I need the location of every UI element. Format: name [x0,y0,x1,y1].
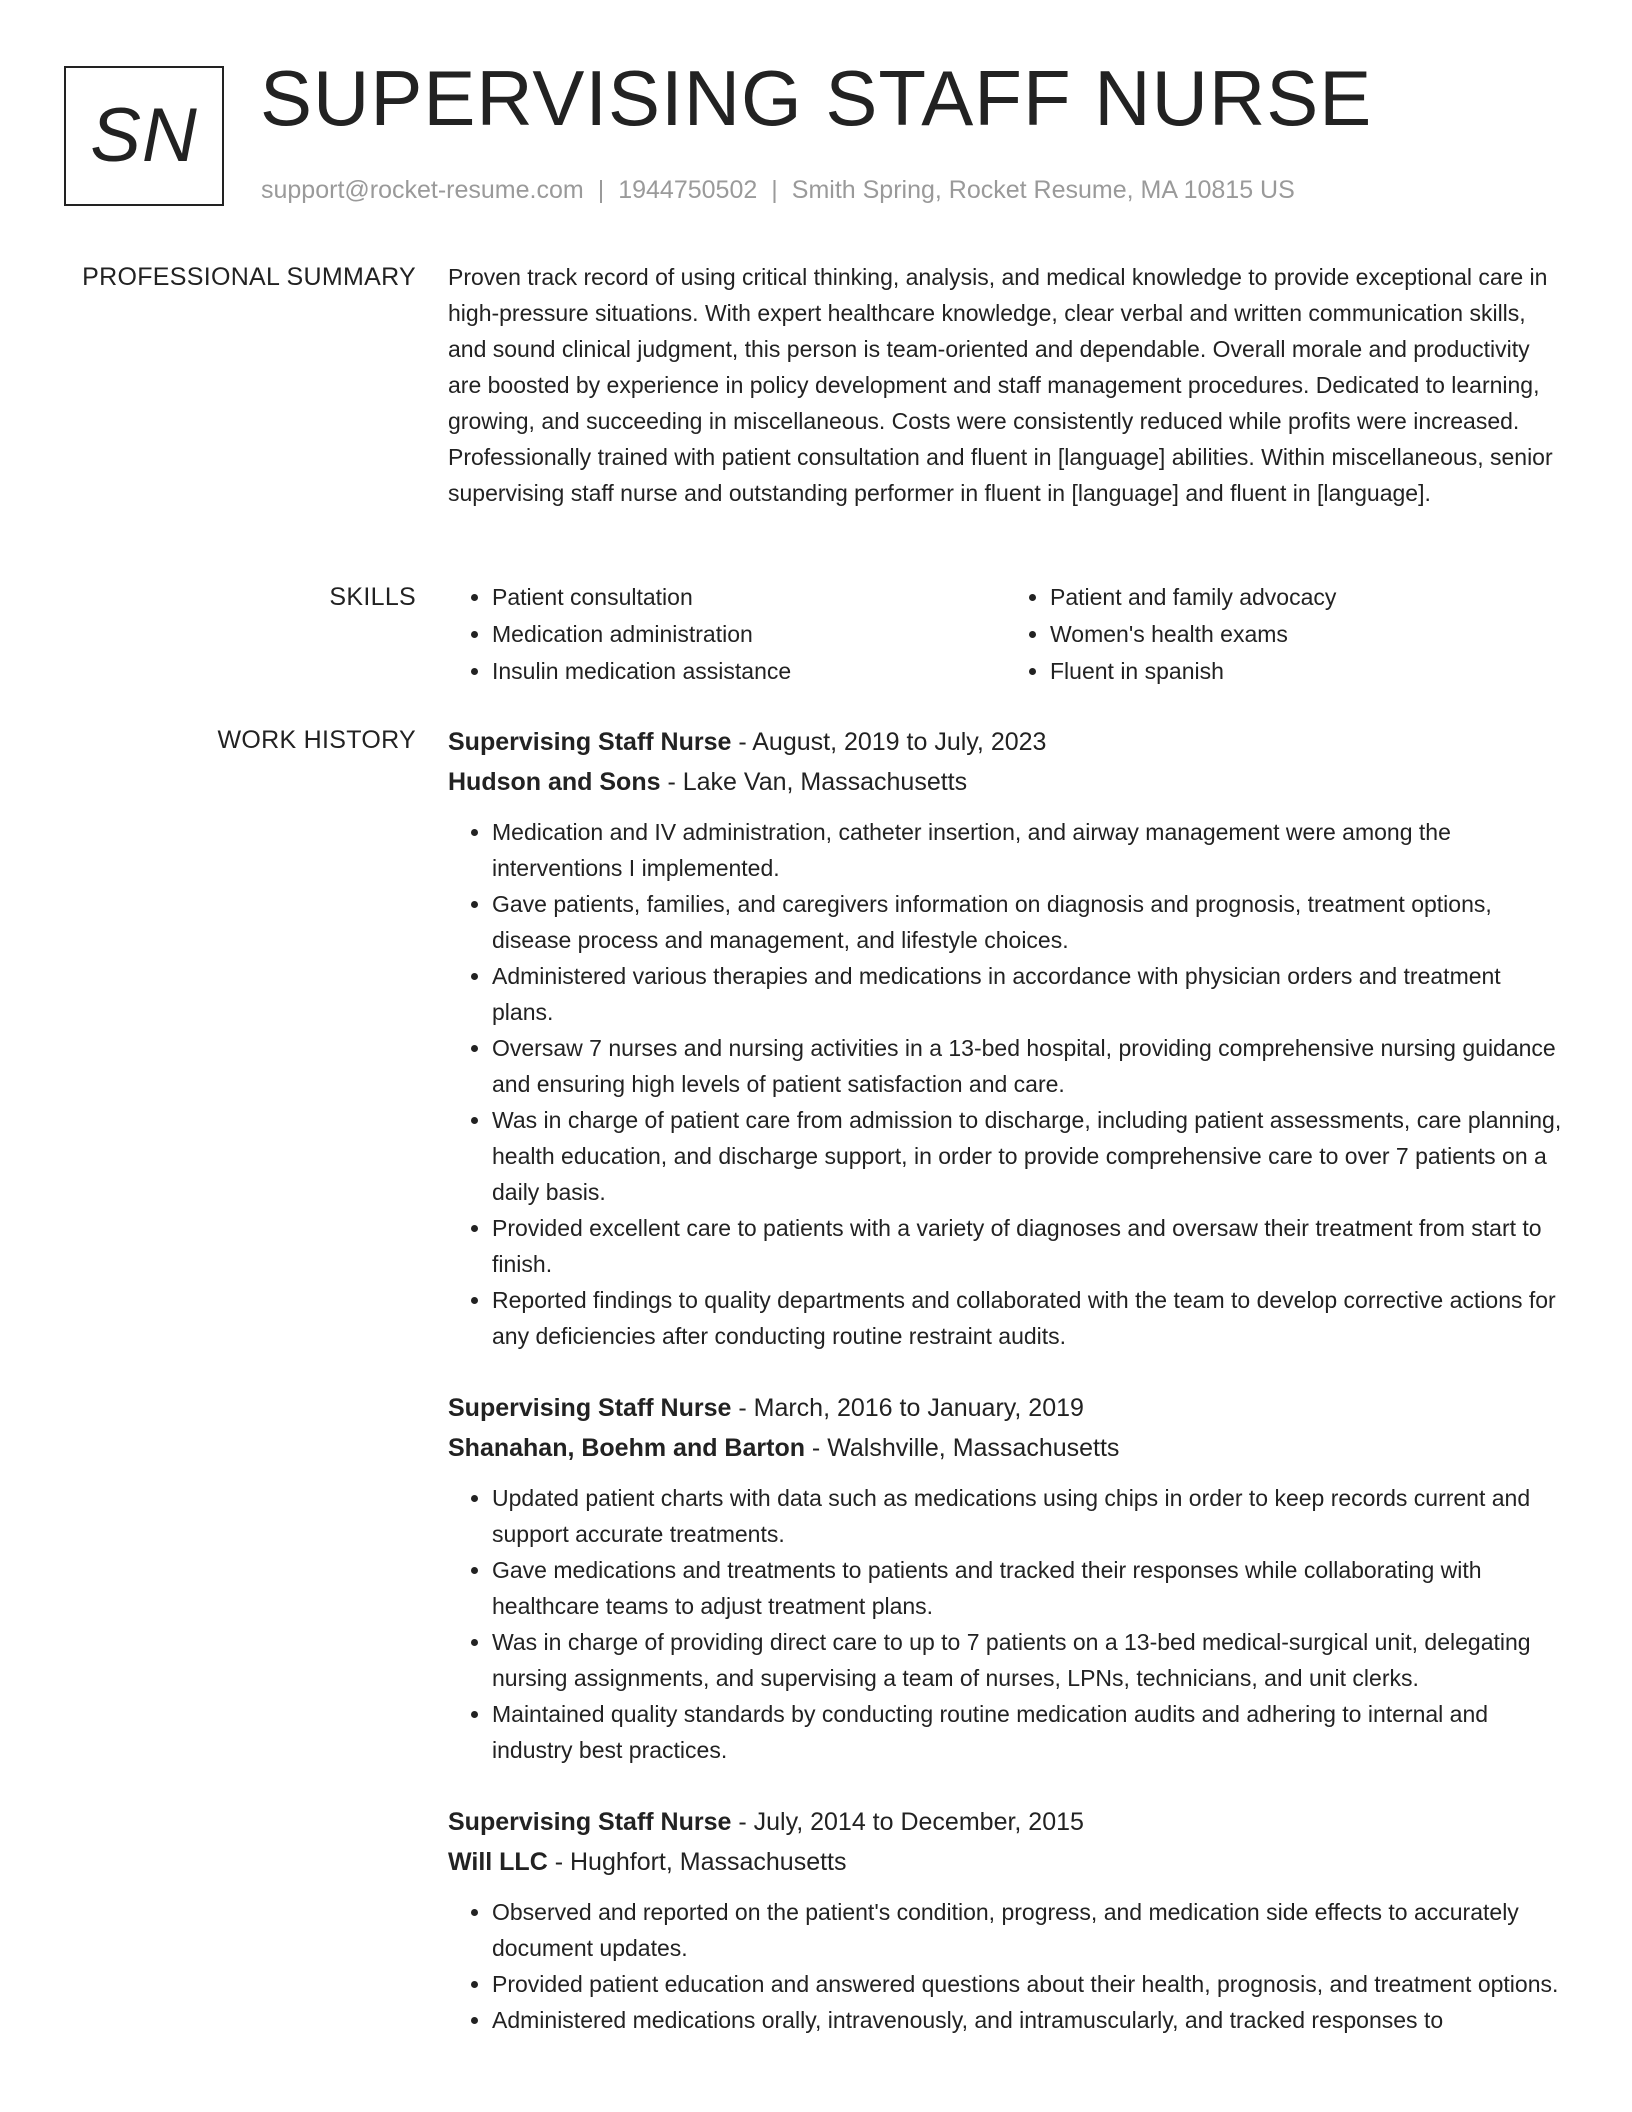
job-title: Supervising Staff Nurse [448,1394,732,1422]
job-bullet: • Updated patient charts with data such as medications using chips in order to keep records current and support accurate treatments. [492,1480,1564,1552]
resume-title: SUPERVISING STAFF NURSE [260,54,1373,142]
job-bullets [448,1480,1564,1768]
job-company-line [448,1428,1564,1468]
skills-columns [448,579,1564,690]
job-bullet: • Provided patient education and answered questions about their health, prognosis, and treatment options. [492,1966,1564,2002]
job-dates: - March, 2016 to January, 2019 [731,1394,1084,1422]
job-bullet: • Reported findings to quality departments and collaborated with the team to develop corrective actions for any deficiencies after conducting routine restraint audits. [492,1282,1564,1354]
job-company: Will LLC [448,1848,548,1876]
job-entry [448,1802,1564,2038]
job-location: - Walshville, Massachusetts [804,1434,1120,1462]
job-title: Supervising Staff Nurse [448,1808,732,1836]
job-bullet: • Provided excellent care to patients with a variety of diagnoses and oversaw their treatment from start to finish. [492,1210,1564,1282]
job-company: Shanahan, Boehm and Barton [448,1434,805,1462]
job-bullet: • Observed and reported on the patient's condition, progress, and medication side effects to accurately document updates. [492,1894,1564,1966]
job-bullets [448,1894,1564,2038]
monogram-initials: SN [90,93,198,178]
job-bullet: • Was in charge of patient care from admission to discharge, including patient assessments, care planning, health education, and discharge support, in order to provide comprehensive care to over 7 patients on a daily basis. [492,1102,1564,1210]
job-location: - Lake Van, Massachusetts [660,768,968,796]
job-location: - Hughfort, Massachusetts [547,1848,847,1876]
skill-item: • Insulin medication assistance [492,653,1006,690]
job-bullet: • Gave medications and treatments to patients and tracked their responses while collaborating with healthcare teams to adjust treatment plans. [492,1552,1564,1624]
skills-heading: SKILLS [329,583,416,611]
job-bullet: • Was in charge of providing direct care to up to 7 patients on a 13-bed medical-surgical unit, delegating nursing assignments, and supervising a team of nurses, LPNs, technicians, and unit clerks. [492,1624,1564,1696]
job-company-line [448,1842,1564,1882]
contact-line [261,176,1295,205]
job-title-line [448,1802,1564,1842]
job-company: Hudson and Sons [448,768,661,796]
job-bullet: • Administered medications orally, intravenously, and intramuscularly, and tracked responses to [492,2002,1564,2038]
job-bullet: • Maintained quality standards by conducting routine medication audits and adhering to internal and industry best practices. [492,1696,1564,1768]
contact-phone: 1944750502 [618,176,758,204]
summary-heading: PROFESSIONAL SUMMARY [82,263,416,291]
job-title: Supervising Staff Nurse [448,728,732,756]
job-bullet: • Oversaw 7 nurses and nursing activities in a 13-bed hospital, providing comprehensive nursing guidance and ensuring high levels of patient satisfaction and care. [492,1030,1564,1102]
skills-list-right [1006,579,1564,690]
contact-separator: | [771,176,778,204]
job-title-line [448,722,1564,762]
skill-item: • Patient consultation [492,579,1006,616]
work-body [448,722,1564,2072]
work-heading: WORK HISTORY [217,726,416,754]
job-dates: - August, 2019 to July, 2023 [731,728,1047,756]
job-title-line [448,1388,1564,1428]
job-bullet: • Gave patients, families, and caregivers information on diagnosis and prognosis, treatment options, disease process and management, and lifestyle choices. [492,886,1564,958]
contact-separator: | [597,176,605,204]
job-bullet: • Administered various therapies and medications in accordance with physician orders and treatment plans. [492,958,1564,1030]
job-bullet: • Medication and IV administration, catheter insertion, and airway management were among the interventions I implemented. [492,814,1564,886]
contact-email: support@rocket-resume.com [261,176,584,204]
skill-item: • Patient and family advocacy [1050,579,1564,616]
job-entry [448,722,1564,1354]
skill-item: • Fluent in spanish [1050,653,1564,690]
skill-item: • Medication administration [492,616,1006,653]
job-entry [448,1388,1564,1768]
summary-text: Proven track record of using critical thinking, analysis, and medical knowledge to provide exceptional care in high-pressure situations. With expert healthcare knowledge, clear verbal and written communication skills, and sound clinical judgment, this person is team-oriented and dependable. Overall morale and productivity are boosted by experience in policy development and staff management procedures. Dedicated to learning, growing, and succeeding in miscellaneous. Costs were consistently reduced while profits were increased. Professionally trained with patient consultation and fluent in [language] abilities. Within miscellaneous, senior supervising staff nurse and outstanding performer in fluent in [language] and fluent in [language]. [448,264,1553,506]
job-dates: - July, 2014 to December, 2015 [731,1808,1084,1836]
summary-body [448,259,1564,511]
monogram-box [64,66,224,206]
skills-body [448,579,1564,690]
skill-item: • Women's health exams [1050,616,1564,653]
contact-address: Smith Spring, Rocket Resume, MA 10815 US [791,176,1295,204]
skills-list-left [448,579,1006,690]
job-bullets [448,814,1564,1354]
job-company-line [448,762,1564,802]
